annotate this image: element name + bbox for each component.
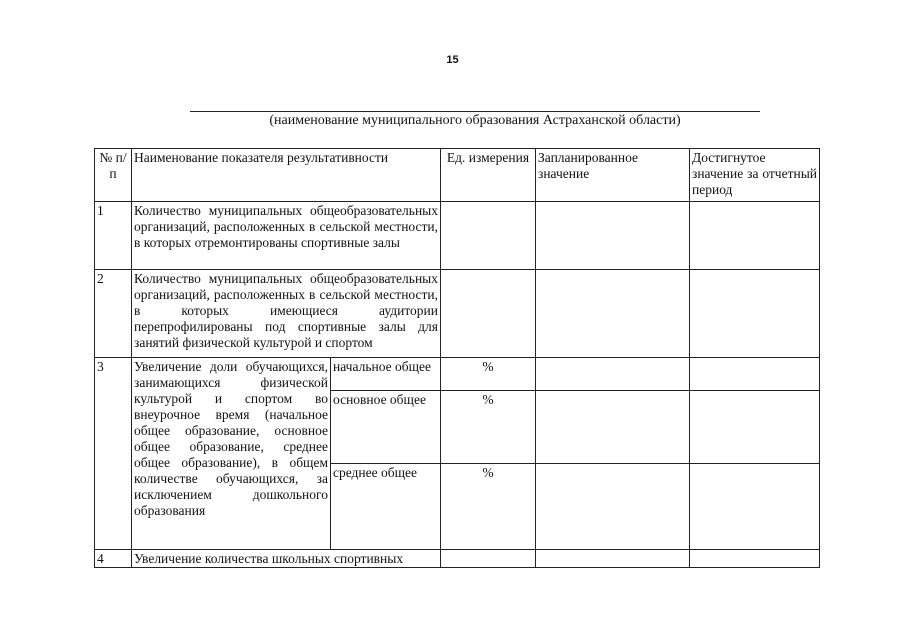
row-achieved [690,464,820,550]
sub-unit: % [441,358,536,391]
row-num: 1 [95,202,132,270]
table-row [95,270,820,358]
header-planned: Запланированное значение [536,149,690,202]
sub-level: начальное общее [331,358,441,391]
row-planned [536,464,690,550]
row-unit [441,550,536,568]
header-unit: Ед. измерения [441,149,536,202]
blank-line [190,111,760,112]
row-planned [536,270,690,358]
table-row [95,202,820,270]
municipality-caption: (наименование муниципального образования Астраханской области) [269,113,681,128]
row-planned [536,202,690,270]
row-planned [536,550,690,568]
header-num: № п/п [95,149,132,202]
sub-unit: % [441,464,536,550]
sub-level: среднее общее [331,464,441,550]
row-num: 3 [95,358,132,550]
row-name: Увеличение доли обучающихся, занимающихся физической культурой и спортом во внеурочное время (начальное общее образование, основное общее образование, среднее общее образование), в общем количестве обучающихся, за исключением дошкольного образования [132,358,331,550]
table-header-row [95,149,820,202]
row-name: Количество муниципальных общеобразовательных организаций, расположенных в сельской местности, в которых имеющиеся аудитории перепрофилированы под спортивные залы для занятий физической культурой и спортом [132,270,441,358]
indicators-table [94,148,820,568]
table-row [95,358,820,391]
sub-unit: % [441,391,536,464]
row-achieved [690,270,820,358]
row-unit [441,202,536,270]
row-achieved [690,358,820,391]
row-achieved [690,550,820,568]
row-name: Увеличение количества школьных спортивных [132,550,441,568]
row-name: Количество муниципальных общеобразовательных организаций, расположенных в сельской местности, в которых отремонтированы спортивные залы [132,202,441,270]
row-num: 4 [95,550,132,568]
row-planned [536,391,690,464]
row-unit [441,270,536,358]
row-achieved [690,202,820,270]
header-name: Наименование показателя результативности [132,149,441,202]
sub-level: основное общее [331,391,441,464]
header-achieved: Достигнутое значение за отчетный период [690,149,820,202]
row-num: 2 [95,270,132,358]
table-row [95,550,820,568]
page-number: 15 [446,54,459,66]
row-planned [536,358,690,391]
row-achieved [690,391,820,464]
